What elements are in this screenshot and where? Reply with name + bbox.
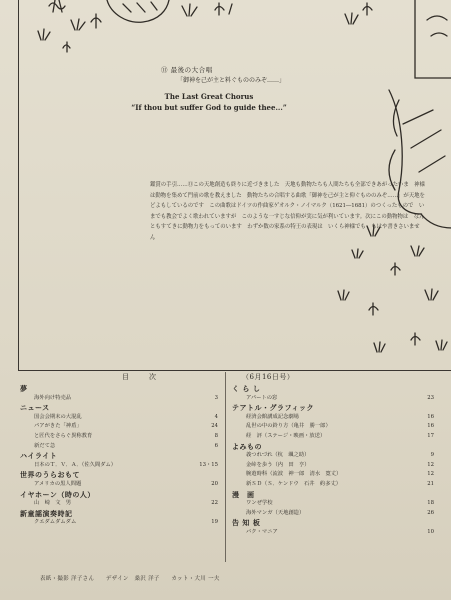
toc-entry-label: 金峠を歩う（内 田 亨） xyxy=(246,461,310,468)
toc-entry xyxy=(232,432,434,442)
toc-entry-label: 山 崎 文 男 xyxy=(34,500,72,507)
toc-entry-page: 13・15 xyxy=(199,461,218,468)
toc-entry-page: 8 xyxy=(214,432,218,439)
caption-english-title: The Last Great Chorus xyxy=(164,92,254,101)
toc-entry xyxy=(20,499,218,509)
toc-entry-page: 10 xyxy=(427,528,434,535)
toc-entry-page: 9 xyxy=(430,452,434,459)
toc-section-heading: ハイライト xyxy=(20,451,58,461)
toc-entry-label: ワンぜ学校 xyxy=(246,500,273,507)
toc-entry-page: 16 xyxy=(427,423,434,430)
toc-section-heading: よみもの xyxy=(232,441,262,451)
toc-entry-label: 日本のＴ．Ｖ．Ａ．（佐久間ダム） xyxy=(34,461,117,468)
toc-entry xyxy=(232,394,434,404)
toc-entry-label: 腕遊時科（流波 神一郎 清水 寛丈） xyxy=(246,471,342,478)
caption-japanese-subtitle: 「御神を己が主と料ぐもののみぞ……」 xyxy=(177,77,286,84)
toc-entry xyxy=(232,528,434,538)
toc-entry-page: 26 xyxy=(427,509,434,516)
toc-entry xyxy=(20,432,218,442)
toc-entry-label: アパートの窓 xyxy=(246,394,278,401)
toc-entry-label: 新ＳＤ（Ｓ．ケンドウ 石井 約多丈） xyxy=(246,480,342,487)
toc-entry xyxy=(20,394,218,404)
toc-section-heading: テアトル・グラフィック xyxy=(232,403,314,413)
toc-section-heading: 夢 xyxy=(20,384,28,393)
toc-section-heading: イヤホーン（時の人） xyxy=(20,489,95,499)
toc-entry-page: 16 xyxy=(427,413,434,420)
toc-entry-label: パアがきた「神盾」 xyxy=(34,423,82,430)
toc-entry-label: 海外向け特売品 xyxy=(34,394,72,401)
appreciation-guide-text: 鑑賞の手引……⑪この天地創造も終りに近づきました 天地も動物たちも人間たちも全部できあがったいま 神様は動物を集めて門前の歌を教えました 動物たちの合唱する曲歌「御神を己が主と仰ぐもののみぞ……」が天地をどよもしているのです この曲歌はドイツの作曲家ゲオルク・ノイマルク（1621―1681）のつくったもので いまでも教会でよく歌われていますが このような一すじな信仰が実に気が利いています。次にこの動物物は なんともすてきに動物力をもってのいます わずか数の家系の特王の表現は いくら神様でも もはや書きさいません xyxy=(150,182,425,241)
toc-entry xyxy=(232,451,434,461)
issue-date: （6月16日号） xyxy=(242,373,295,381)
toc-left-column xyxy=(20,384,218,528)
toc-entry-page: 18 xyxy=(427,500,434,507)
caption-english-subtitle: “If thou but suffer God to guide thee...” xyxy=(131,103,287,112)
toc-entry-page: 6 xyxy=(214,442,218,449)
toc-entry-label: クエダムダムダム xyxy=(34,519,77,526)
toc-section-heading: く ら し xyxy=(232,384,261,393)
toc-entry-page: 24 xyxy=(211,423,218,430)
toc-entry xyxy=(20,480,218,490)
toc-section-heading: ニュース xyxy=(20,403,50,413)
toc-entry xyxy=(232,461,434,471)
toc-entry xyxy=(232,499,434,509)
toc-entry xyxy=(232,413,434,423)
toc-entry-label: 海外マンガ（天地創造） xyxy=(246,509,305,516)
toc-entry-page: 3 xyxy=(214,394,218,401)
toc-entry xyxy=(232,509,434,519)
toc-entry-page: 23 xyxy=(427,394,434,401)
toc-entry xyxy=(20,461,218,471)
toc-entry xyxy=(20,442,218,452)
toc-entry-page: 4 xyxy=(214,413,218,420)
credits-line: 表紙・撮影 洋子さん デザイン 桑沢 洋子 カット・大川 一夫 xyxy=(40,576,220,582)
toc-entry-label: と匠代をさらぐ異称教育 xyxy=(34,432,93,439)
toc-entry-page: 20 xyxy=(211,480,218,487)
toc-entry-label: 新だて急 xyxy=(34,442,56,449)
toc-entry xyxy=(20,413,218,423)
toc-entry-label: 乱世の中の鈴り方（亀井 勝一郎） xyxy=(246,423,331,430)
toc-divider xyxy=(225,372,226,562)
toc-entry-label: アメリカの黒人問題 xyxy=(34,480,82,487)
toc-entry-label: 経済会館講成記念劇場 xyxy=(246,413,299,420)
toc-entry-page: 12 xyxy=(427,471,434,478)
toc-entry-label: 国会会期末の大混乱 xyxy=(34,413,82,420)
toc-section-heading: 新童謡演奏時記 xyxy=(20,508,73,518)
toc-heading: 目 次 xyxy=(122,373,158,381)
illustration-panel xyxy=(18,0,451,371)
toc-entry xyxy=(232,470,434,480)
toc-entry xyxy=(20,518,218,528)
caption-japanese-title: ⑪ 最後の大合唱 xyxy=(161,66,213,74)
toc-entry-label: 経 評（ステージ・映画・放送） xyxy=(246,432,326,439)
toc-entry-page: 17 xyxy=(427,432,434,439)
toc-entry-label: 義つれづれ（杭 颯之助） xyxy=(246,452,310,459)
toc-entry-page: 19 xyxy=(211,519,218,526)
toc-entry xyxy=(232,422,434,432)
toc-entry xyxy=(232,480,434,490)
toc-entry xyxy=(20,422,218,432)
toc-entry-page: 21 xyxy=(427,480,434,487)
toc-section-heading: 告 知 板 xyxy=(232,518,261,528)
toc-section-heading: 漫 画 xyxy=(232,489,255,499)
toc-entry-page: 22 xyxy=(211,500,218,507)
toc-section-heading: 世界のうらおもて xyxy=(20,470,80,480)
toc-right-column xyxy=(232,384,434,538)
toc-entry-page: 12 xyxy=(427,461,434,468)
toc-entry-label: バク・マニア xyxy=(246,528,278,535)
